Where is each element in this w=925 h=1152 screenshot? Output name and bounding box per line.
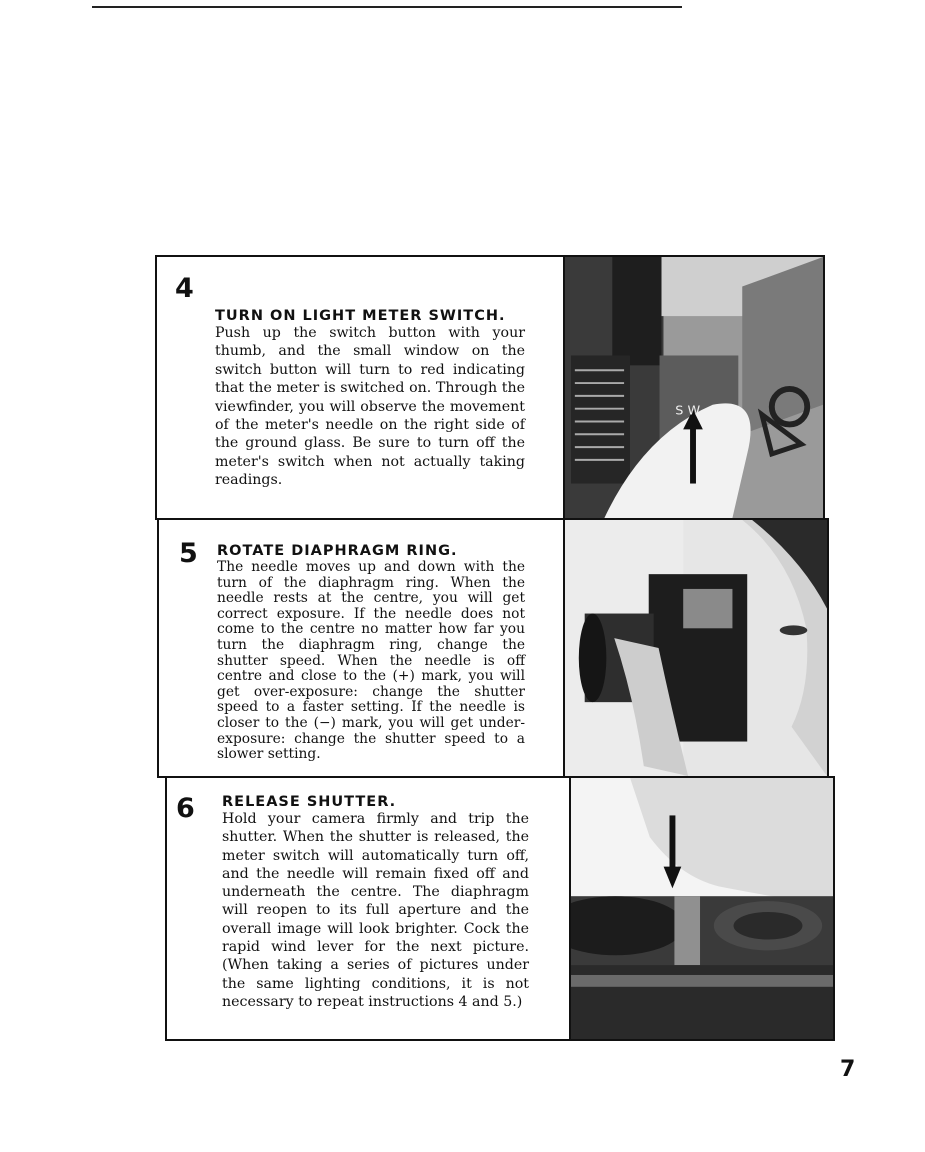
step-row-5 <box>157 518 829 778</box>
photo-diaphragm-ring <box>565 520 827 776</box>
step-row-6 <box>165 776 835 1041</box>
step-number-6: 6 <box>176 793 195 824</box>
step-number-5: 5 <box>179 538 198 569</box>
step-text-5 <box>159 520 565 776</box>
step-heading-6: RELEASE SHUTTER. <box>222 794 397 810</box>
step-text-6 <box>167 778 571 1039</box>
step-body-5: The needle moves up and down with the turn of the diaphragm ring. When the needle rests at the centre, you will get correct exposure. If the needle does not come to the centre no matter how far you turn the diaphragm ring, change the shutter speed. When the needle is off centre and close to the (+) mark, you will get over-exposure: change the shutter speed to a faster setting. If the needle is closer to the (−) mark, you will get under-exposure: change the shutter speed to a slower setting. <box>217 559 525 763</box>
step-body-6: Hold your camera firmly and trip the shutter. When the shutter is released, the meter switch will automatically turn off, and the needle will remain fixed off and underneath the centre. The diaphragm will reopen to its full aperture and the overall image will look brighter. Cock the rapid wind lever for the next picture. (When taking a series of pictures under the same lighting conditions, it is not necessary to repeat instructions 4 and 5.) <box>222 811 529 1010</box>
step-text-4 <box>157 257 565 518</box>
top-rule <box>92 6 682 8</box>
page-number: 7 <box>840 1057 856 1082</box>
switch-marking-text: S W <box>675 403 701 419</box>
step-heading-5: ROTATE DIAPHRAGM RING. <box>217 543 458 559</box>
photo-meter-switch <box>565 257 823 518</box>
step-heading-4: TURN ON LIGHT METER SWITCH. <box>215 308 506 324</box>
step-number-4: 4 <box>175 273 194 304</box>
photo-release-shutter <box>571 778 833 1039</box>
instruction-panel <box>155 255 831 1041</box>
step-row-4 <box>155 255 825 520</box>
step-body-4: Push up the switch button with your thumb, and the small window on the switch button will turn to red indicating that the meter is switched on. Through the viewfinder, you will observe the movement of the meter's needle on the right side of the ground glass. Be sure to turn off the meter's switch when not actually taking readings. <box>215 325 525 489</box>
